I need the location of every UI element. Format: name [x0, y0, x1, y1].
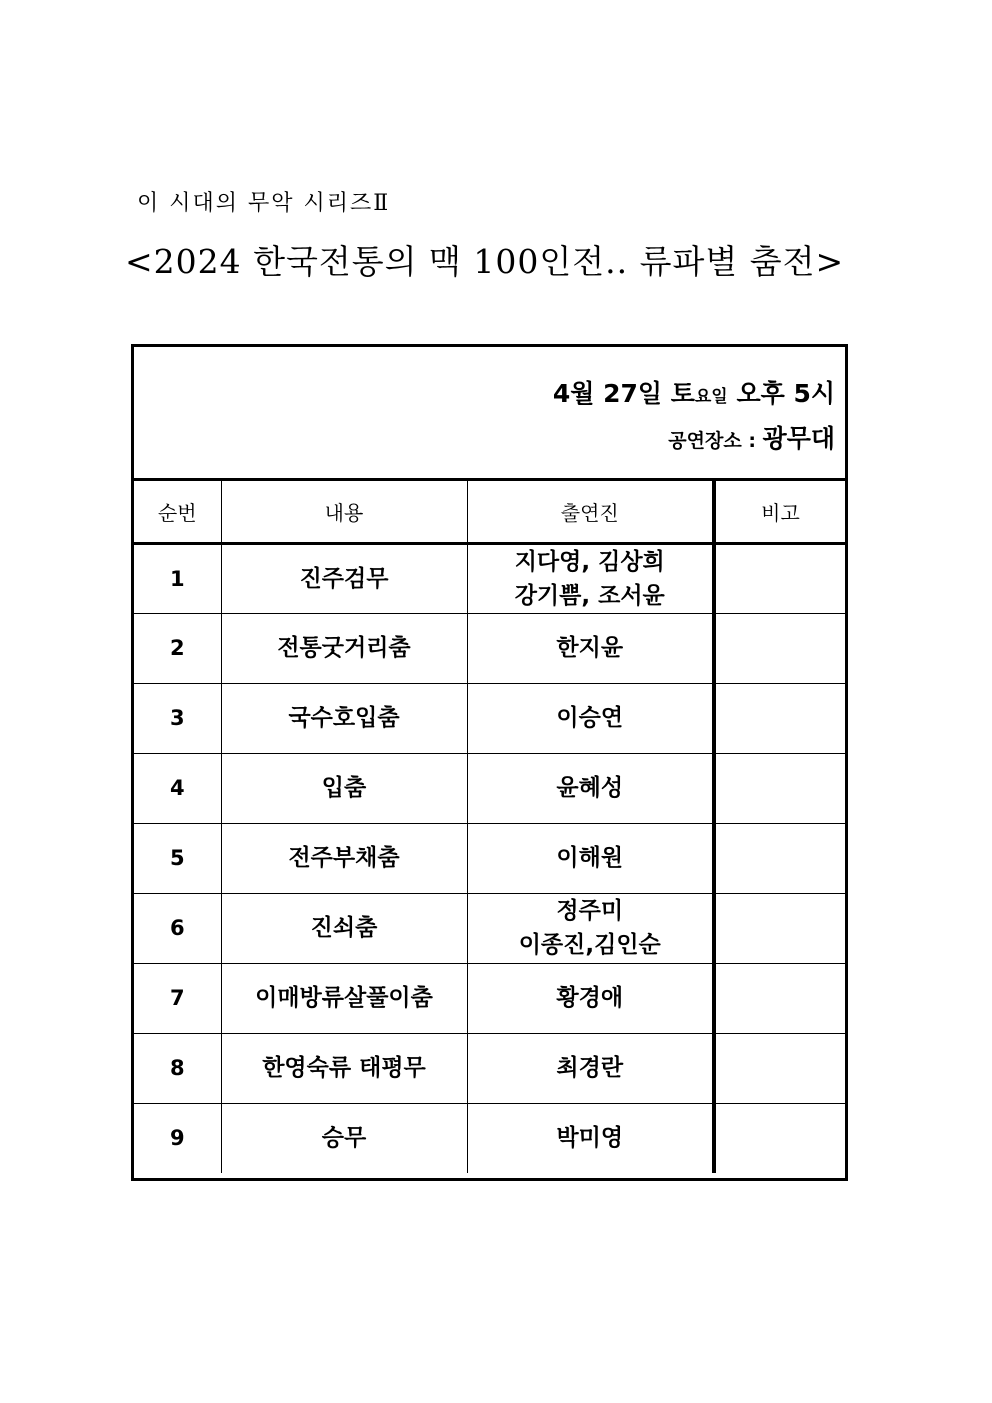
- row-number: 1: [134, 543, 221, 613]
- performer-line: 이종진,김인순: [518, 932, 661, 958]
- table-row: [134, 753, 845, 823]
- header-title: 내용: [221, 481, 467, 543]
- row-note: [714, 1033, 845, 1103]
- row-performers: [467, 683, 714, 753]
- table-row: [134, 543, 845, 613]
- row-note: [714, 893, 845, 963]
- table-header-row: [134, 481, 845, 543]
- table-row: [134, 1103, 845, 1173]
- row-performers: [467, 543, 714, 613]
- row-note: [714, 1103, 845, 1173]
- table-row: [134, 823, 845, 893]
- table-row: [134, 963, 845, 1033]
- performer-line: 윤혜성: [556, 775, 624, 801]
- header-no: 순번: [134, 481, 221, 543]
- program-table: [134, 481, 845, 1173]
- table-row: [134, 683, 845, 753]
- performer-line: 이해원: [556, 845, 624, 871]
- row-title: 이매방류살풀이춤: [221, 963, 467, 1033]
- row-number: 8: [134, 1033, 221, 1103]
- row-note: [714, 543, 845, 613]
- program-sheet: [131, 344, 848, 1181]
- row-performers: [467, 963, 714, 1033]
- header-performers: 출연진: [467, 481, 714, 543]
- table-row: [134, 893, 845, 963]
- performer-line: 황경애: [556, 985, 624, 1011]
- venue-label: 공연장소 :: [668, 430, 763, 452]
- header-note: 비고: [714, 481, 845, 543]
- date-main: 4월 27일 토: [552, 379, 695, 408]
- table-row: [134, 1033, 845, 1103]
- page-title: <2024 한국전통의 맥 100인전.. 류파별 춤전>: [125, 242, 845, 281]
- venue-value: 광무대: [762, 424, 835, 453]
- row-title: 진주검무: [221, 543, 467, 613]
- row-note: [714, 963, 845, 1033]
- performer-line: 한지윤: [556, 635, 624, 661]
- event-date: [553, 374, 835, 410]
- row-note: [714, 753, 845, 823]
- row-number: 7: [134, 963, 221, 1033]
- date-weekday: 요일: [694, 387, 728, 407]
- row-title: 승무: [221, 1103, 467, 1173]
- row-title: 전주부채춤: [221, 823, 467, 893]
- row-performers: [467, 1033, 714, 1103]
- row-title: 진쇠춤: [221, 893, 467, 963]
- row-title: 입춤: [221, 753, 467, 823]
- date-time: 오후 5시: [727, 379, 835, 408]
- row-note: [714, 613, 845, 683]
- row-number: 3: [134, 683, 221, 753]
- row-performers: [467, 893, 714, 963]
- row-number: 6: [134, 893, 221, 963]
- row-number: 5: [134, 823, 221, 893]
- row-note: [714, 823, 845, 893]
- series-subtitle: 이 시대의 무악 시리즈Ⅱ: [137, 191, 391, 216]
- row-performers: [467, 753, 714, 823]
- row-performers: [467, 613, 714, 683]
- performer-line: 정주미: [556, 898, 624, 924]
- row-performers: [467, 823, 714, 893]
- performer-line: 강기쁨, 조서윤: [514, 582, 665, 609]
- performer-line: 박미영: [556, 1125, 624, 1152]
- row-number: 2: [134, 613, 221, 683]
- row-performers: [467, 1103, 714, 1173]
- row-number: 9: [134, 1103, 221, 1173]
- row-title: 전통굿거리춤: [221, 613, 467, 683]
- performer-line: 최경란: [556, 1055, 624, 1081]
- row-number: 4: [134, 753, 221, 823]
- performer-line: 지다영, 김상희: [514, 548, 665, 575]
- row-title: 국수호입춤: [221, 683, 467, 753]
- performer-line: 이승연: [556, 705, 624, 731]
- event-venue: [668, 419, 835, 455]
- row-note: [714, 683, 845, 753]
- table-row: [134, 613, 845, 683]
- event-info: [134, 347, 845, 481]
- row-title: 한영숙류 태평무: [221, 1033, 467, 1103]
